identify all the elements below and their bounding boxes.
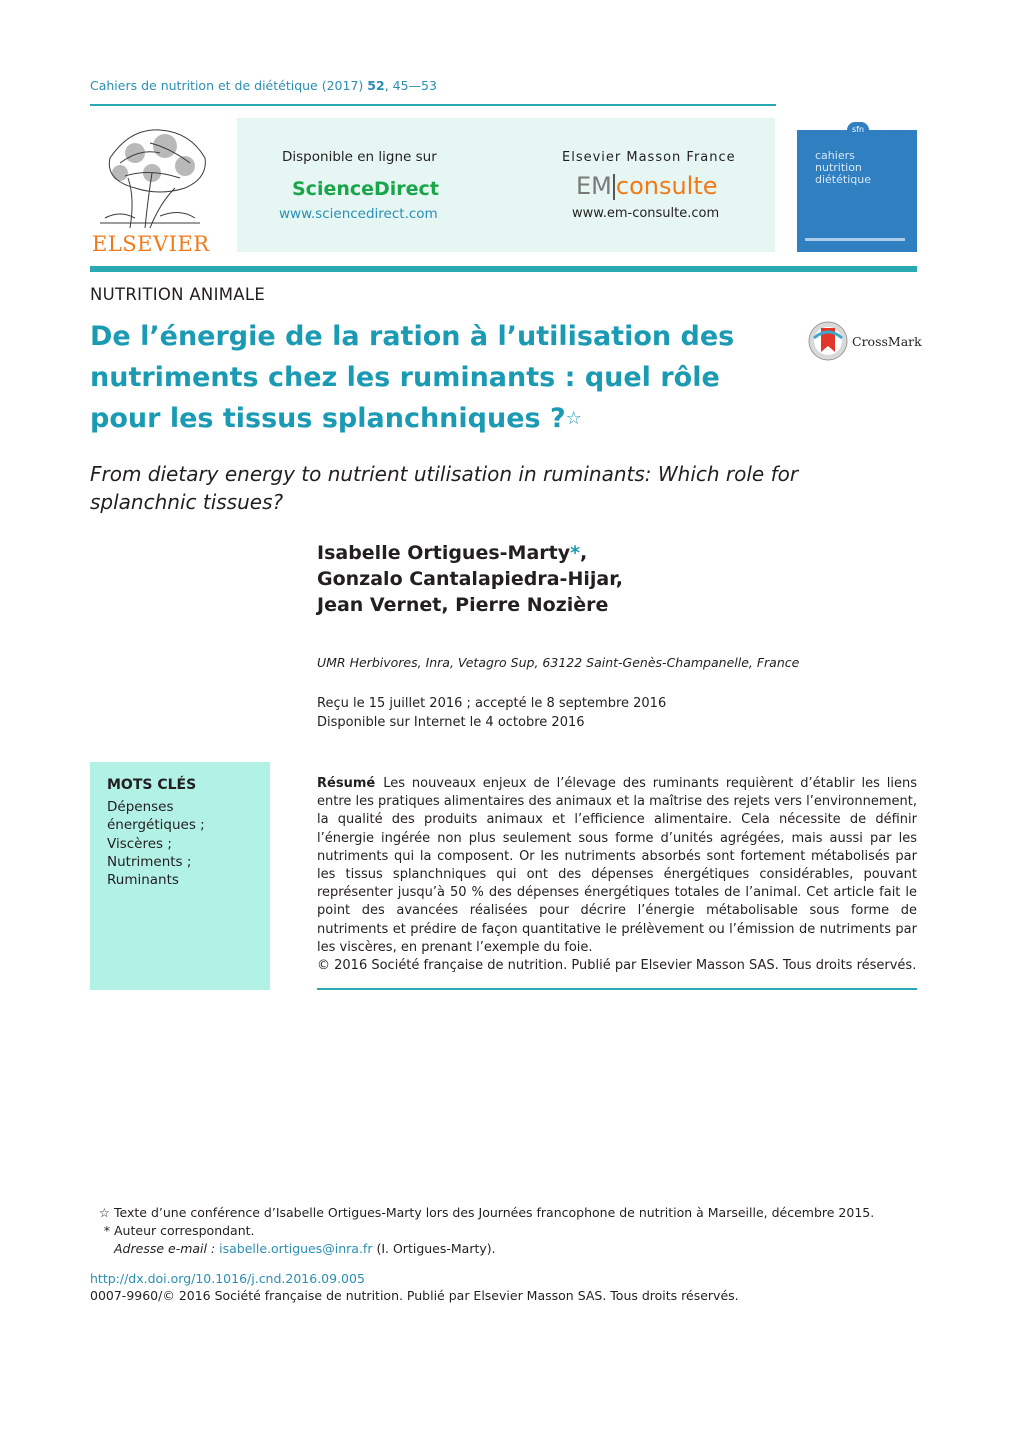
footnote-ast-mark: * — [103, 1223, 110, 1238]
keyword-line: Viscères ; — [107, 835, 172, 852]
journal-pages: 45—53 — [392, 78, 437, 93]
article-title-text: De l’énergie de la ration à l’utilisation des nutriments chez les ruminants : quel rôle pour les tissus splanchniques ? — [90, 321, 735, 434]
email-owner: (I. Ortigues-Marty). — [376, 1241, 496, 1256]
abstract-copyright: © 2016 Société française de nutrition. Publié par Elsevier Masson SAS. Tous droits réservés. — [317, 958, 917, 974]
em-logo-bar — [613, 174, 615, 200]
received-date: Reçu le 15 juillet 2016 ; accepté le 8 septembre 2016 — [317, 696, 667, 711]
em-consulte-link[interactable]: www.em-consulte.com — [572, 206, 720, 221]
corresponding-author-mark[interactable]: * — [570, 542, 581, 564]
elsevier-wordmark: ELSEVIER — [92, 232, 210, 256]
keywords-list — [107, 798, 205, 889]
journal-reference[interactable] — [90, 78, 437, 93]
em-logo-consulte: consulte — [615, 172, 718, 200]
abstract-text: Les nouveaux enjeux de l’élevage des ruminants requièrent d’établir les liens entre les pratiques alimentaires des animaux et la maîtrise des rejets vers l’environnement, la qualité des produits animaux et l’efficience alimentaire. Cela nécessite de définir l’énergie ingérée non plus seulement sous forme d’unités agrégées, mais aussi par les nutriments qui la composent. Or les nutriments absorbés sont fortement métabolisés par les tissus splanchniques qui ont des dépenses énergétiques considérables, pouvant représenter jusqu’à 50 % des dépenses énergétiques totales de l’animal. Cet article fait le point des avancées réalisées pour décrire l’énergie métabolisable sous forme de nutriments et prédire de façon quantitative le prélèvement ou l’émission de nutriments par les viscères, en prenant l’exemple du foie. — [317, 776, 917, 955]
top-divider — [90, 104, 776, 106]
keyword-line: Ruminants — [107, 872, 179, 889]
cover-title-line2: nutrition — [815, 161, 862, 174]
crossmark-label[interactable]: CrossMark — [852, 334, 922, 349]
issn-copyright: 0007-9960/© 2016 Société française de nutrition. Publié par Elsevier Masson SAS. Tous droits réservés. — [90, 1288, 739, 1303]
cover-title-line3: diététique — [815, 173, 871, 186]
keyword-line: Nutriments ; — [107, 853, 192, 870]
author-1-comma: , — [580, 542, 588, 564]
email-link[interactable]: isabelle.ortigues@inra.fr — [219, 1241, 373, 1256]
cover-title — [815, 150, 871, 186]
affiliation: UMR Herbivores, Inra, Vetagro Sup, 63122 Saint-Genès-Champanelle, France — [317, 655, 800, 670]
footnote-email-indent — [90, 1240, 110, 1258]
footnote-corresponding — [90, 1222, 874, 1240]
keywords-heading: MOTS CLÉS — [107, 777, 197, 793]
author-line-3: Jean Vernet, Pierre Nozière — [317, 594, 609, 616]
email-label: Adresse e-mail : — [114, 1241, 216, 1256]
journal-cover[interactable] — [797, 104, 917, 252]
footnotes — [90, 1204, 874, 1258]
journal-volume: 52 — [367, 78, 385, 93]
cover-footer-bar — [805, 238, 905, 241]
footnote-email — [90, 1240, 874, 1258]
sd-available-text: Disponible en ligne sur — [282, 149, 437, 165]
footnote-star-mark: ☆ — [98, 1205, 110, 1220]
abstract-divider — [317, 988, 917, 990]
em-logo-em: EM — [576, 172, 612, 200]
footnote-ast-text: Auteur correspondant. — [114, 1223, 255, 1238]
header-divider — [90, 266, 917, 272]
title-footnote-star[interactable]: ☆ — [565, 408, 582, 429]
abstract-label: Résumé — [317, 776, 376, 791]
author-line-1 — [317, 540, 623, 566]
author-line-2: Gonzalo Cantalapiedra-Hijar, — [317, 568, 623, 590]
doi-link[interactable]: http://dx.doi.org/10.1016/j.cnd.2016.09.005 — [90, 1271, 365, 1286]
english-title: From dietary energy to nutrient utilisation in ruminants: Which role for splanchnic tissues? — [90, 462, 799, 514]
abstract-body — [317, 775, 917, 957]
sciencedirect-logo[interactable]: ScienceDirect — [292, 178, 439, 200]
keyword-line: Dépenses — [107, 799, 174, 815]
keyword-line: énergétiques ; — [107, 817, 205, 834]
online-date: Disponible sur Internet le 4 octobre 2016 — [317, 715, 585, 730]
section-heading: NUTRITION ANIMALE — [90, 285, 266, 304]
article-title — [90, 316, 790, 439]
sciencedirect-link[interactable]: www.sciencedirect.com — [279, 206, 438, 222]
author-list — [317, 540, 623, 618]
em-publisher: Elsevier Masson France — [562, 150, 736, 165]
journal-ref-prefix: Cahiers de nutrition et de diététique (2017) — [90, 78, 364, 93]
footnote-star — [90, 1204, 874, 1222]
footnote-star-text: Texte d’une conférence d’Isabelle Ortigues-Marty lors des Journées francophone de nutrition à Marseille, décembre 2015. — [114, 1205, 875, 1220]
cover-title-line1: cahiers — [815, 149, 855, 162]
article-dates — [317, 694, 666, 732]
em-consulte-logo[interactable] — [576, 172, 718, 200]
abstract — [317, 775, 917, 975]
author-1: Isabelle Ortigues-Marty — [317, 542, 571, 564]
cover-sfn-badge: sfn — [847, 122, 869, 138]
journal-pages-sep: , — [384, 78, 393, 93]
